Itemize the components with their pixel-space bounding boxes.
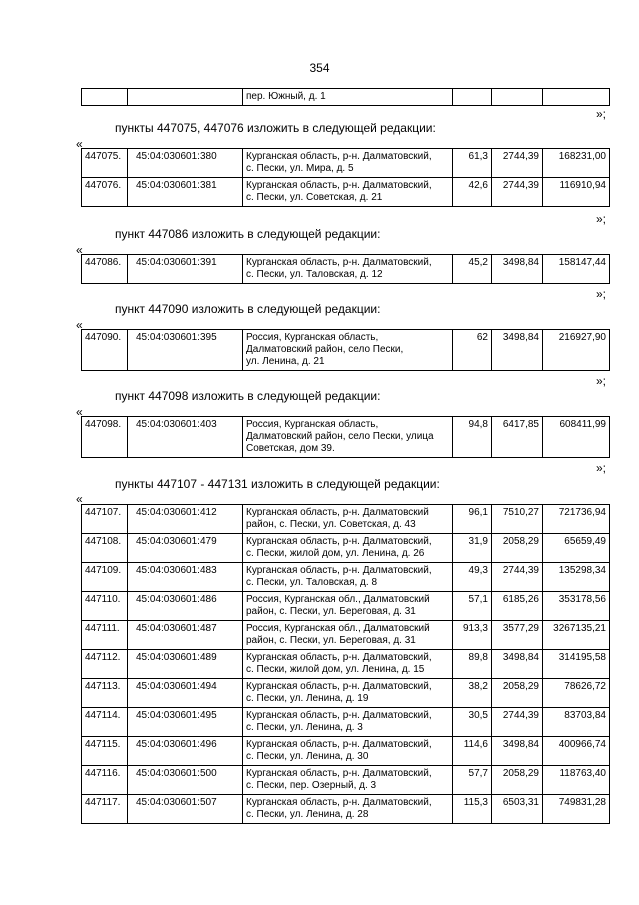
address-line: Курганская область, р-н. Далматовский, bbox=[246, 768, 432, 779]
cell-price bbox=[492, 89, 543, 106]
table-row bbox=[82, 89, 610, 106]
cell-price: 2058,29 bbox=[492, 534, 543, 563]
cell-cad: 45:04:030601:391 bbox=[128, 255, 243, 284]
section-table bbox=[81, 148, 610, 207]
cell-price: 6417,85 bbox=[492, 417, 543, 458]
cell-address bbox=[243, 766, 453, 795]
section-heading: пункты 447107 - 447131 изложить в следующей редакции: bbox=[115, 477, 440, 491]
cell-cad: 45:04:030601:395 bbox=[128, 330, 243, 371]
cell-num: 447107. bbox=[82, 505, 128, 534]
cell-area: 49,3 bbox=[453, 563, 492, 592]
address-line: Курганская область, р-н. Далматовский, bbox=[246, 565, 432, 576]
cell-price: 6503,31 bbox=[492, 795, 543, 824]
closing-quote: »; bbox=[595, 287, 606, 301]
cell-address bbox=[243, 505, 453, 534]
cell-total: 158147,44 bbox=[543, 255, 610, 284]
cell-num: 447075. bbox=[82, 149, 128, 178]
cell-area: 57,1 bbox=[453, 592, 492, 621]
cell-total: 65659,49 bbox=[543, 534, 610, 563]
cell-cad: 45:04:030601:487 bbox=[128, 621, 243, 650]
table-row bbox=[82, 149, 610, 178]
cell-total: 216927,90 bbox=[543, 330, 610, 371]
table-row bbox=[82, 505, 610, 534]
cell-area: 31,9 bbox=[453, 534, 492, 563]
cell-num: 447116. bbox=[82, 766, 128, 795]
cell-area: 57,7 bbox=[453, 766, 492, 795]
cell-area: 94,8 bbox=[453, 417, 492, 458]
cell-cad: 45:04:030601:486 bbox=[128, 592, 243, 621]
cell-total: 168231,00 bbox=[543, 149, 610, 178]
cell-total: 721736,94 bbox=[543, 505, 610, 534]
section-heading: пункт 447090 изложить в следующей редакции: bbox=[115, 302, 381, 316]
address-line: с. Пески, ул. Ленина, д. 28 bbox=[246, 809, 369, 820]
section-heading: пункт 447098 изложить в следующей редакции: bbox=[115, 389, 381, 403]
cell-address bbox=[243, 708, 453, 737]
table-row bbox=[82, 255, 610, 284]
table-row bbox=[82, 563, 610, 592]
section-table bbox=[81, 254, 610, 284]
cell-area: 62 bbox=[453, 330, 492, 371]
address-line: Курганская область, р-н. Далматовский, bbox=[246, 151, 432, 162]
cell-area: 38,2 bbox=[453, 679, 492, 708]
page-number: 354 bbox=[309, 61, 330, 75]
address-line: район, с. Пески, ул. Советская, д. 43 bbox=[246, 519, 416, 530]
table-row bbox=[82, 650, 610, 679]
cell-area: 89,8 bbox=[453, 650, 492, 679]
address-line: с. Пески, ул. Таловская, д. 12 bbox=[246, 269, 383, 280]
cell-price: 2744,39 bbox=[492, 708, 543, 737]
cell-area bbox=[453, 89, 492, 106]
table-row bbox=[82, 766, 610, 795]
cell-total: 118763,40 bbox=[543, 766, 610, 795]
address-line: с. Пески, ул. Ленина, д. 19 bbox=[246, 693, 369, 704]
section-table bbox=[81, 329, 610, 371]
cell-address: пер. Южный, д. 1 bbox=[243, 89, 453, 106]
cell-cad: 45:04:030601:489 bbox=[128, 650, 243, 679]
cell-address bbox=[243, 650, 453, 679]
closing-quote: »; bbox=[595, 374, 606, 388]
cell-address bbox=[243, 149, 453, 178]
cell-total: 3267135,21 bbox=[543, 621, 610, 650]
cell-num bbox=[82, 89, 128, 106]
cell-num: 447111. bbox=[82, 621, 128, 650]
cell-address bbox=[243, 621, 453, 650]
cell-address bbox=[243, 592, 453, 621]
cell-address bbox=[243, 417, 453, 458]
address-line: Курганская область, р-н. Далматовский, bbox=[246, 180, 432, 191]
cell-area: 114,6 bbox=[453, 737, 492, 766]
address-line: Курганская область, р-н. Далматовский, bbox=[246, 739, 432, 750]
address-line: Далматовский район, село Пески, bbox=[246, 344, 404, 355]
cell-total: 749831,28 bbox=[543, 795, 610, 824]
cell-num: 447076. bbox=[82, 178, 128, 207]
cell-cad bbox=[128, 89, 243, 106]
cell-price: 3498,84 bbox=[492, 650, 543, 679]
cell-area: 42,6 bbox=[453, 178, 492, 207]
cell-cad: 45:04:030601:507 bbox=[128, 795, 243, 824]
address-line: район, с. Пески, ул. Береговая, д. 31 bbox=[246, 606, 416, 617]
closing-quote: »; bbox=[595, 107, 606, 121]
address-line: с. Пески, пер. Озерный, д. 3 bbox=[246, 780, 377, 791]
table-row bbox=[82, 330, 610, 371]
cell-price: 2744,39 bbox=[492, 563, 543, 592]
cell-total: 78626,72 bbox=[543, 679, 610, 708]
top-table bbox=[81, 88, 610, 106]
cell-num: 447117. bbox=[82, 795, 128, 824]
cell-total: 353178,56 bbox=[543, 592, 610, 621]
cell-price: 7510,27 bbox=[492, 505, 543, 534]
cell-price: 2744,39 bbox=[492, 149, 543, 178]
section-heading: пункты 447075, 447076 изложить в следующей редакции: bbox=[115, 121, 436, 135]
cell-cad: 45:04:030601:403 bbox=[128, 417, 243, 458]
cell-price: 3577,29 bbox=[492, 621, 543, 650]
section-heading: пункт 447086 изложить в следующей редакции: bbox=[115, 227, 381, 241]
cell-num: 447086. bbox=[82, 255, 128, 284]
cell-area: 913,3 bbox=[453, 621, 492, 650]
cell-total: 83703,84 bbox=[543, 708, 610, 737]
table-row bbox=[82, 708, 610, 737]
cell-total: 116910,94 bbox=[543, 178, 610, 207]
cell-address bbox=[243, 737, 453, 766]
table-row bbox=[82, 795, 610, 824]
cell-num: 447115. bbox=[82, 737, 128, 766]
cell-total: 608411,99 bbox=[543, 417, 610, 458]
cell-area: 30,5 bbox=[453, 708, 492, 737]
section-table bbox=[81, 504, 610, 824]
cell-area: 61,3 bbox=[453, 149, 492, 178]
cell-cad: 45:04:030601:380 bbox=[128, 149, 243, 178]
address-line: ул. Ленина, д. 21 bbox=[246, 356, 325, 367]
cell-num: 447098. bbox=[82, 417, 128, 458]
cell-cad: 45:04:030601:495 bbox=[128, 708, 243, 737]
cell-address bbox=[243, 534, 453, 563]
address-line: Курганская область, р-н. Далматовский bbox=[246, 507, 429, 518]
table-row bbox=[82, 178, 610, 207]
address-line: с. Пески, ул. Ленина, д. 3 bbox=[246, 722, 363, 733]
cell-cad: 45:04:030601:494 bbox=[128, 679, 243, 708]
cell-area: 115,3 bbox=[453, 795, 492, 824]
cell-price: 2058,29 bbox=[492, 679, 543, 708]
cell-total: 314195,58 bbox=[543, 650, 610, 679]
cell-price: 3498,84 bbox=[492, 330, 543, 371]
opening-quote: « bbox=[76, 318, 83, 332]
cell-num: 447090. bbox=[82, 330, 128, 371]
address-line: Курганская область, р-н. Далматовский, bbox=[246, 652, 432, 663]
cell-area: 96,1 bbox=[453, 505, 492, 534]
cell-address bbox=[243, 679, 453, 708]
opening-quote: « bbox=[76, 492, 83, 506]
cell-total: 400966,74 bbox=[543, 737, 610, 766]
cell-cad: 45:04:030601:381 bbox=[128, 178, 243, 207]
cell-total: 135298,34 bbox=[543, 563, 610, 592]
cell-num: 447108. bbox=[82, 534, 128, 563]
cell-num: 447112. bbox=[82, 650, 128, 679]
cell-address bbox=[243, 178, 453, 207]
address-line: с. Пески, ул. Ленина, д. 30 bbox=[246, 751, 369, 762]
table-row bbox=[82, 621, 610, 650]
cell-cad: 45:04:030601:500 bbox=[128, 766, 243, 795]
opening-quote: « bbox=[76, 137, 83, 151]
address-line: Россия, Курганская обл., Далматовский bbox=[246, 594, 430, 605]
table-row bbox=[82, 534, 610, 563]
address-line: Далматовский район, село Пески, улица bbox=[246, 431, 434, 442]
opening-quote: « bbox=[76, 243, 83, 257]
address-line: Россия, Курганская область, bbox=[246, 419, 379, 430]
address-line: Курганская область, р-н. Далматовский, bbox=[246, 797, 432, 808]
cell-address bbox=[243, 330, 453, 371]
address-line: Курганская область, р-н. Далматовский, bbox=[246, 710, 432, 721]
table-row bbox=[82, 679, 610, 708]
address-line: Россия, Курганская область, bbox=[246, 332, 379, 343]
table-row bbox=[82, 417, 610, 458]
cell-address bbox=[243, 563, 453, 592]
cell-num: 447109. bbox=[82, 563, 128, 592]
cell-cad: 45:04:030601:479 bbox=[128, 534, 243, 563]
address-line: район, с. Пески, ул. Береговая, д. 31 bbox=[246, 635, 416, 646]
cell-cad: 45:04:030601:483 bbox=[128, 563, 243, 592]
cell-price: 2058,29 bbox=[492, 766, 543, 795]
cell-num: 447110. bbox=[82, 592, 128, 621]
section-table bbox=[81, 416, 610, 458]
table-row bbox=[82, 592, 610, 621]
cell-address bbox=[243, 255, 453, 284]
cell-address bbox=[243, 795, 453, 824]
address-line: Курганская область, р-н. Далматовский, bbox=[246, 257, 432, 268]
closing-quote: »; bbox=[595, 461, 606, 475]
cell-num: 447113. bbox=[82, 679, 128, 708]
address-line: с. Пески, жилой дом, ул. Ленина, д. 15 bbox=[246, 664, 425, 675]
cell-cad: 45:04:030601:412 bbox=[128, 505, 243, 534]
address-line: с. Пески, ул. Советская, д. 21 bbox=[246, 192, 383, 203]
cell-price: 6185,26 bbox=[492, 592, 543, 621]
cell-price: 3498,84 bbox=[492, 255, 543, 284]
address-line: Советская, дом 39. bbox=[246, 443, 335, 454]
address-line: Курганская область, р-н. Далматовский, bbox=[246, 536, 432, 547]
address-line: Россия, Курганская обл., Далматовский bbox=[246, 623, 430, 634]
opening-quote: « bbox=[76, 405, 83, 419]
table-row bbox=[82, 737, 610, 766]
cell-cad: 45:04:030601:496 bbox=[128, 737, 243, 766]
cell-num: 447114. bbox=[82, 708, 128, 737]
address-line: с. Пески, ул. Мира, д. 5 bbox=[246, 163, 354, 174]
address-line: с. Пески, жилой дом, ул. Ленина, д. 26 bbox=[246, 548, 425, 559]
cell-price: 2744,39 bbox=[492, 178, 543, 207]
cell-area: 45,2 bbox=[453, 255, 492, 284]
address-line: с. Пески, ул. Таловская, д. 8 bbox=[246, 577, 378, 588]
cell-total bbox=[543, 89, 610, 106]
closing-quote: »; bbox=[595, 212, 606, 226]
cell-price: 3498,84 bbox=[492, 737, 543, 766]
address-line: Курганская область, р-н. Далматовский, bbox=[246, 681, 432, 692]
